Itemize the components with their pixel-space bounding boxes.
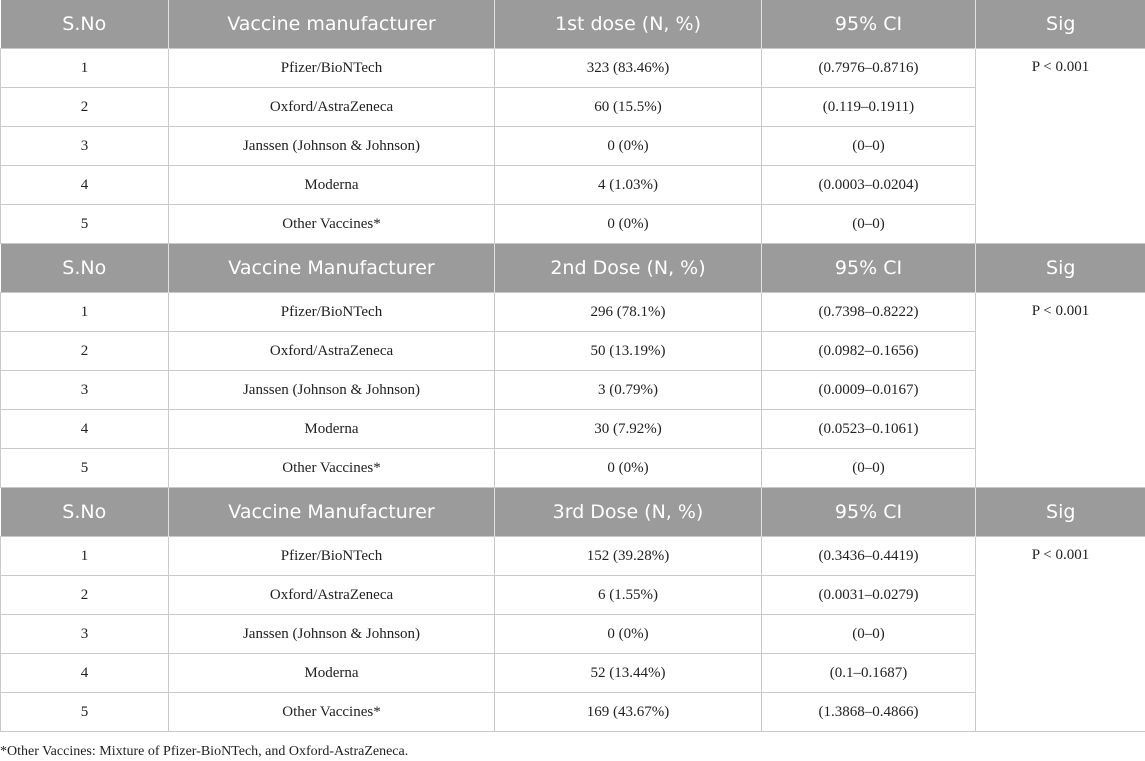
cell-ci: (0–0): [762, 127, 976, 166]
cell-manufacturer: Oxford/AstraZeneca: [169, 576, 495, 615]
cell-manufacturer: Other Vaccines*: [169, 205, 495, 244]
cell-sig: P < 0.001: [976, 293, 1145, 488]
cell-manufacturer: Oxford/AstraZeneca: [169, 88, 495, 127]
cell-sno: 1: [1, 537, 169, 576]
cell-manufacturer: Moderna: [169, 654, 495, 693]
cell-dose: 152 (39.28%): [495, 537, 762, 576]
table-row: [1, 449, 1145, 488]
cell-manufacturer: Moderna: [169, 410, 495, 449]
cell-dose: 6 (1.55%): [495, 576, 762, 615]
table-row: [1, 88, 1145, 127]
header-sig: Sig: [976, 0, 1145, 49]
cell-ci: (0–0): [762, 205, 976, 244]
cell-dose: 60 (15.5%): [495, 88, 762, 127]
cell-ci: (0.0009–0.0167): [762, 371, 976, 410]
header-manufacturer: Vaccine Manufacturer: [169, 244, 495, 293]
cell-sno: 3: [1, 371, 169, 410]
cell-manufacturer: Pfizer/BioNTech: [169, 537, 495, 576]
cell-sig: P < 0.001: [976, 537, 1145, 732]
cell-ci: (0.1–0.1687): [762, 654, 976, 693]
cell-ci: (1.3868–0.4866): [762, 693, 976, 732]
cell-manufacturer: Pfizer/BioNTech: [169, 49, 495, 88]
table-row: [1, 537, 1145, 576]
table-row: [1, 332, 1145, 371]
cell-sno: 5: [1, 693, 169, 732]
table-row: [1, 49, 1145, 88]
table-row: [1, 205, 1145, 244]
header-ci: 95% CI: [762, 0, 976, 49]
cell-ci: (0.0982–0.1656): [762, 332, 976, 371]
cell-sno: 2: [1, 88, 169, 127]
cell-dose: 296 (78.1%): [495, 293, 762, 332]
cell-manufacturer: Janssen (Johnson & Johnson): [169, 127, 495, 166]
header-sig: Sig: [976, 488, 1145, 537]
table-row: [1, 654, 1145, 693]
cell-ci: (0.0523–0.1061): [762, 410, 976, 449]
cell-manufacturer: Pfizer/BioNTech: [169, 293, 495, 332]
table-row: [1, 127, 1145, 166]
header-manufacturer: Vaccine manufacturer: [169, 0, 495, 49]
cell-ci: (0.3436–0.4419): [762, 537, 976, 576]
header-sno: S.No: [1, 0, 169, 49]
cell-sno: 2: [1, 576, 169, 615]
cell-sno: 4: [1, 654, 169, 693]
table-row: [1, 371, 1145, 410]
cell-ci: (0–0): [762, 449, 976, 488]
cell-dose: 52 (13.44%): [495, 654, 762, 693]
cell-sno: 3: [1, 615, 169, 654]
table-row: [1, 693, 1145, 732]
cell-sno: 4: [1, 410, 169, 449]
header-manufacturer: Vaccine Manufacturer: [169, 488, 495, 537]
header-sno: S.No: [1, 488, 169, 537]
first-dose-section: [1, 0, 1145, 244]
cell-dose: 4 (1.03%): [495, 166, 762, 205]
header-dose: 2nd Dose (N, %): [495, 244, 762, 293]
cell-ci: (0.0031–0.0279): [762, 576, 976, 615]
cell-ci: (0–0): [762, 615, 976, 654]
table-row: [1, 410, 1145, 449]
cell-dose: 50 (13.19%): [495, 332, 762, 371]
header-ci: 95% CI: [762, 244, 976, 293]
cell-sno: 5: [1, 449, 169, 488]
header-sno: S.No: [1, 244, 169, 293]
cell-ci: (0.7976–0.8716): [762, 49, 976, 88]
cell-ci: (0.0003–0.0204): [762, 166, 976, 205]
cell-sno: 4: [1, 166, 169, 205]
cell-dose: 0 (0%): [495, 205, 762, 244]
cell-sno: 1: [1, 49, 169, 88]
cell-dose: 0 (0%): [495, 449, 762, 488]
table-row: [1, 576, 1145, 615]
cell-dose: 0 (0%): [495, 615, 762, 654]
cell-ci: (0.119–0.1911): [762, 88, 976, 127]
third-dose-section: [1, 488, 1145, 732]
header-row: [1, 244, 1145, 293]
cell-manufacturer: Other Vaccines*: [169, 693, 495, 732]
cell-manufacturer: Oxford/AstraZeneca: [169, 332, 495, 371]
cell-sno: 2: [1, 332, 169, 371]
cell-manufacturer: Other Vaccines*: [169, 449, 495, 488]
cell-dose: 169 (43.67%): [495, 693, 762, 732]
header-ci: 95% CI: [762, 488, 976, 537]
cell-sno: 5: [1, 205, 169, 244]
header-dose: 3rd Dose (N, %): [495, 488, 762, 537]
cell-manufacturer: Moderna: [169, 166, 495, 205]
second-dose-section: [1, 244, 1145, 488]
cell-dose: 323 (83.46%): [495, 49, 762, 88]
table-row: [1, 166, 1145, 205]
table-row: [1, 615, 1145, 654]
table-footnote: *Other Vaccines: Mixture of Pfizer-BioNTech, and Oxford-AstraZeneca.: [0, 744, 409, 759]
cell-sno: 3: [1, 127, 169, 166]
cell-dose: 0 (0%): [495, 127, 762, 166]
cell-dose: 3 (0.79%): [495, 371, 762, 410]
table-row: [1, 293, 1145, 332]
cell-ci: (0.7398–0.8222): [762, 293, 976, 332]
header-row: [1, 0, 1145, 49]
cell-sig: P < 0.001: [976, 49, 1145, 244]
header-row: [1, 488, 1145, 537]
header-sig: Sig: [976, 244, 1145, 293]
cell-sno: 1: [1, 293, 169, 332]
cell-manufacturer: Janssen (Johnson & Johnson): [169, 615, 495, 654]
cell-manufacturer: Janssen (Johnson & Johnson): [169, 371, 495, 410]
header-dose: 1st dose (N, %): [495, 0, 762, 49]
cell-dose: 30 (7.92%): [495, 410, 762, 449]
